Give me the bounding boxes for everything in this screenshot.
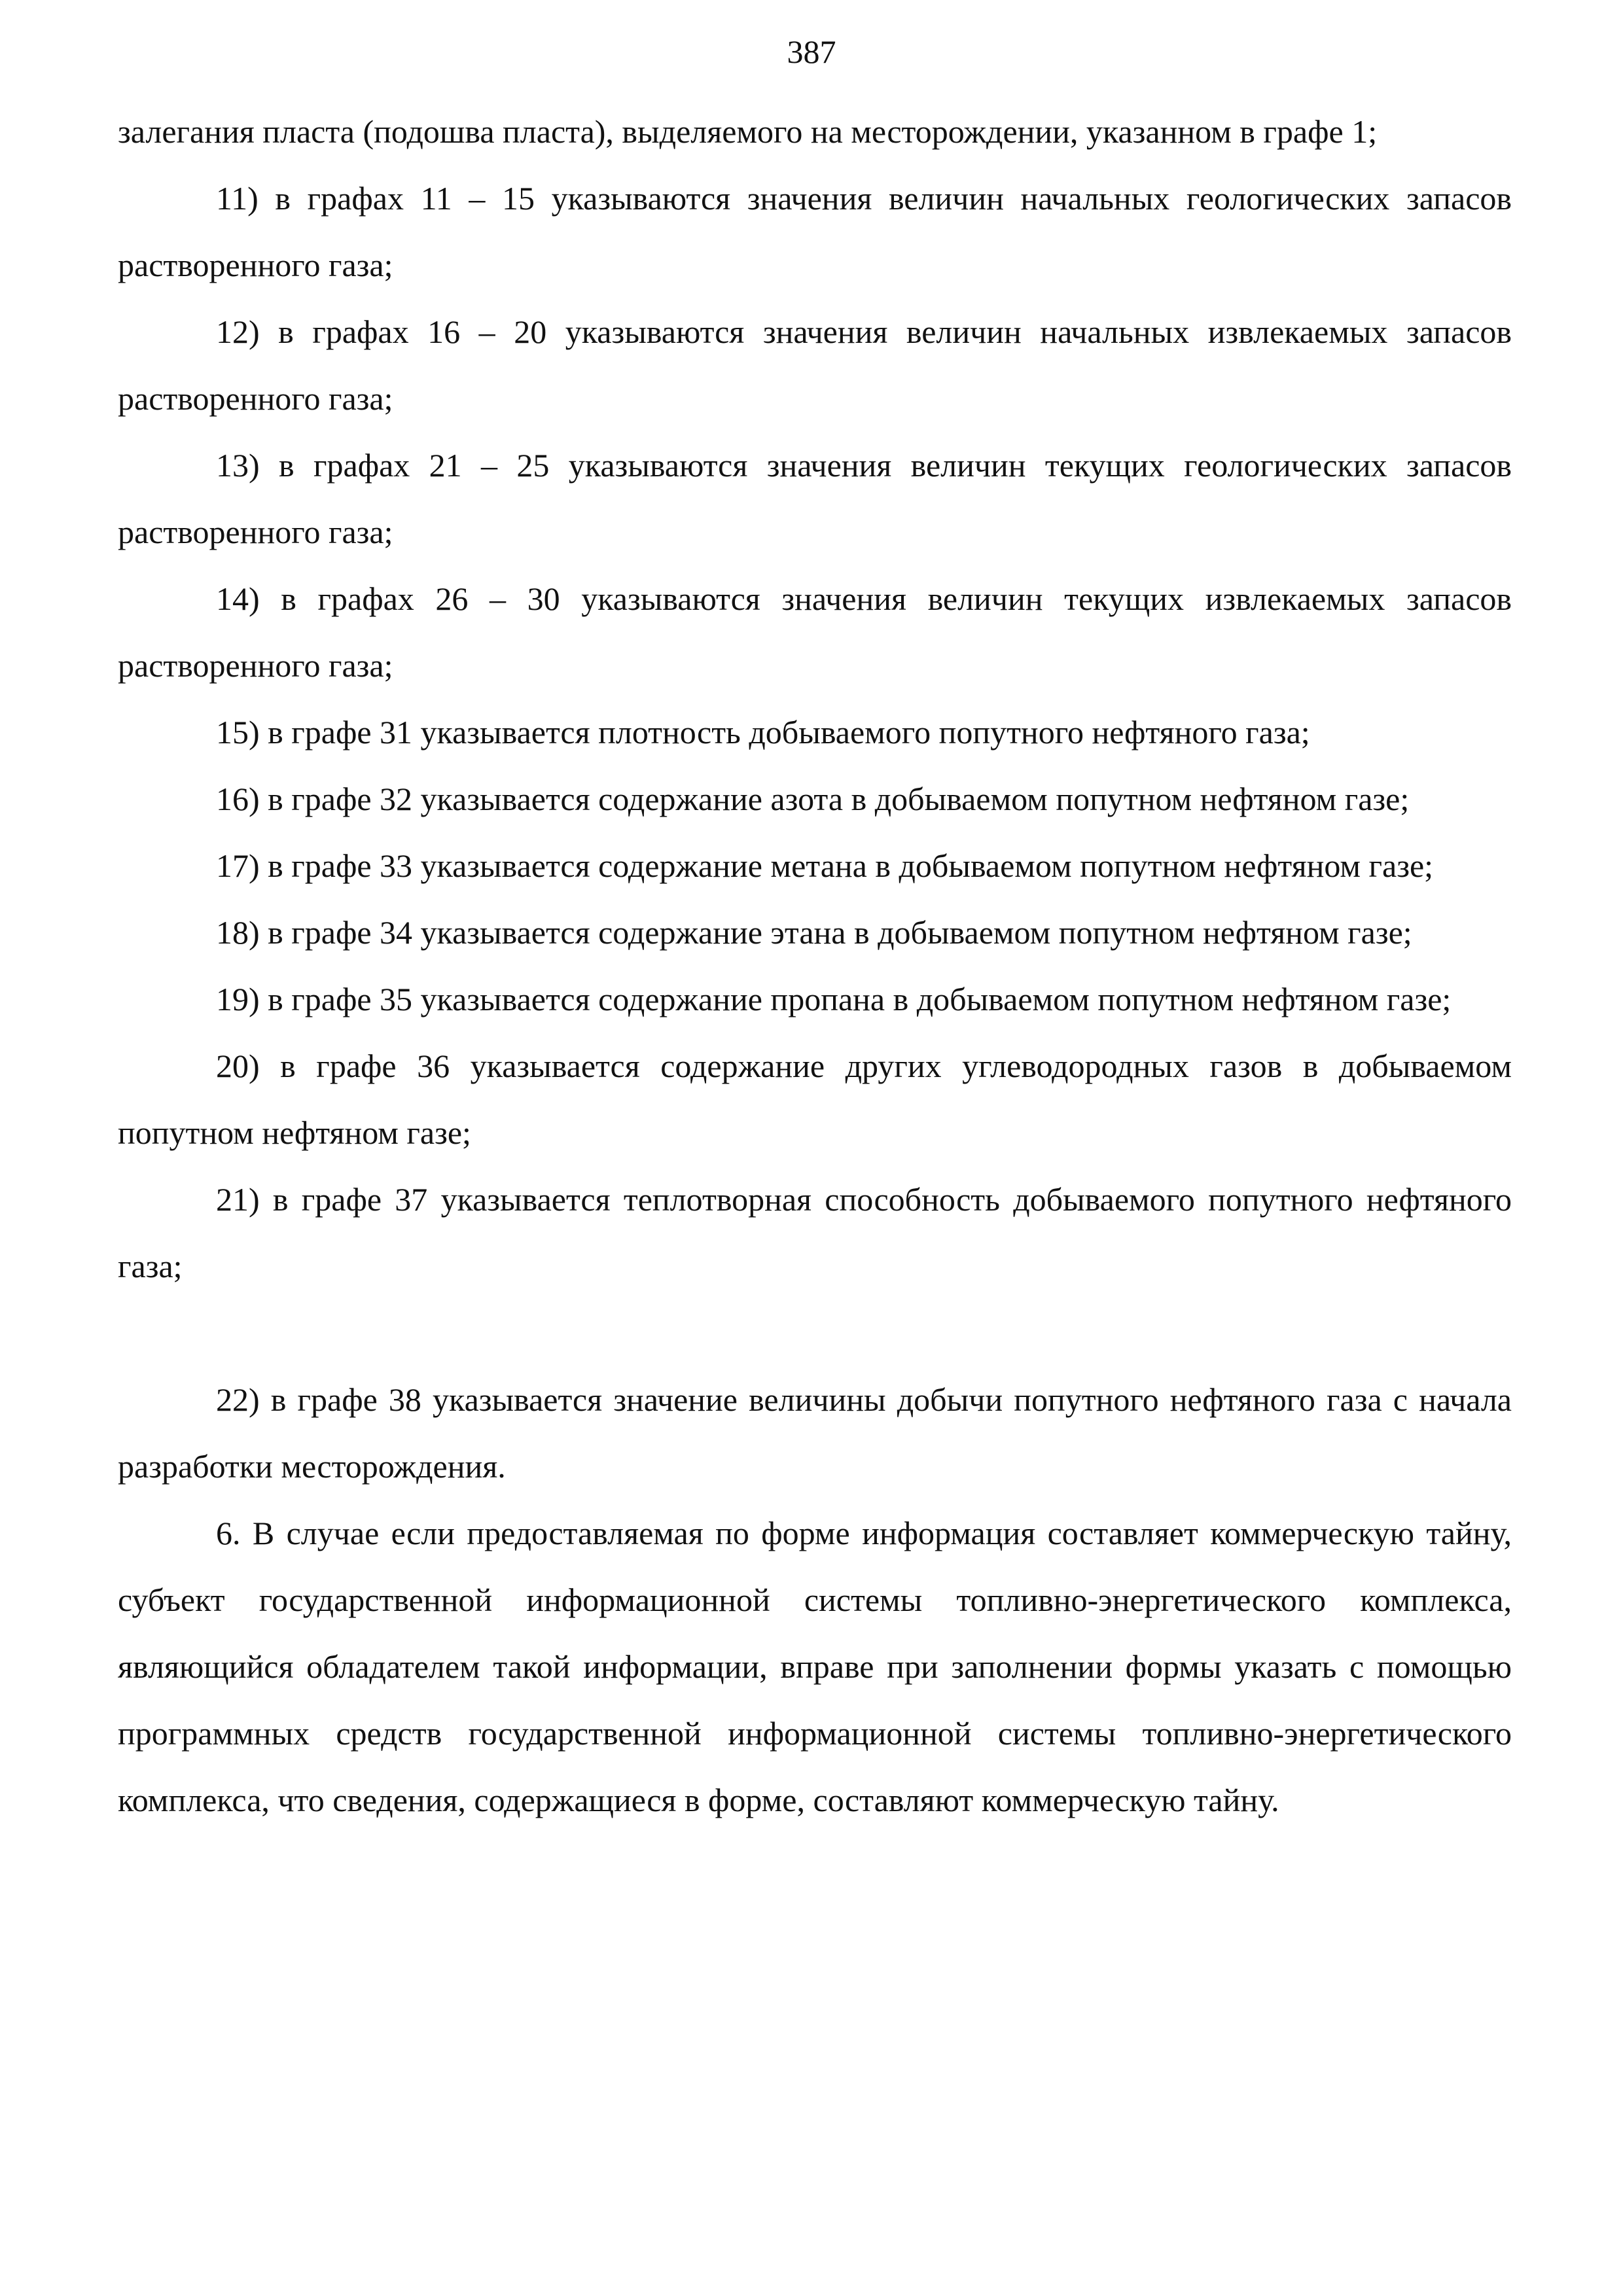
blank-gap bbox=[118, 1299, 1512, 1366]
list-item-14: 14) в графах 26 – 30 указываются значения величин текущих извлекаемых запасов растворенного газа; bbox=[118, 580, 1512, 684]
document-body bbox=[118, 98, 1512, 1833]
list-item-15: 15) в графе 31 указывается плотность добываемого попутного нефтяного газа; bbox=[216, 714, 1310, 751]
list-item-18: 18) в графе 34 указывается содержание этана в добываемом попутном нефтяном газе; bbox=[216, 914, 1412, 951]
page-number: 387 bbox=[787, 33, 836, 70]
list-item-12: 12) в графах 16 – 20 указываются значения величин начальных извлекаемых запасов растворенного газа; bbox=[118, 313, 1512, 417]
list-item-16: 16) в графе 32 указывается содержание азота в добываемом попутном нефтяном газе; bbox=[216, 781, 1410, 817]
list-item-19: 19) в графе 35 указывается содержание пропана в добываемом попутном нефтяном газе; bbox=[216, 981, 1452, 1017]
list-item-22: 22) в графе 38 указывается значение величины добычи попутного нефтяного газа с начала разработки месторождения. bbox=[118, 1381, 1512, 1485]
list-item-21: 21) в графе 37 указывается теплотворная способность добываемого попутного нефтяного газа; bbox=[118, 1181, 1512, 1284]
list-item-13: 13) в графах 21 – 25 указываются значения величин текущих геологических запасов растворенного газа; bbox=[118, 447, 1512, 550]
list-item-11: 11) в графах 11 – 15 указываются значения величин начальных геологических запасов растворенного газа; bbox=[118, 180, 1512, 283]
section-6-paragraph: 6. В случае если предоставляемая по форме информация составляет коммерческую тайну, субъект государственной информационной системы топливно-энергетического комплекса, являющийся обладателем такой информации, вправе при заполнении формы указать с помощью программных средств государственной информационной системы топливно-энергетического комплекса, что сведения, содержащиеся в форме, составляют коммерческую тайну. bbox=[118, 1515, 1512, 1818]
paragraph-continuation: залегания пласта (подошва пласта), выделяемого на месторождении, указанном в графе 1; bbox=[118, 113, 1378, 150]
list-item-20: 20) в графе 36 указывается содержание других углеводородных газов в добываемом попутном нефтяном газе; bbox=[118, 1048, 1512, 1151]
list-item-17: 17) в графе 33 указывается содержание метана в добываемом попутном нефтяном газе; bbox=[216, 847, 1434, 884]
